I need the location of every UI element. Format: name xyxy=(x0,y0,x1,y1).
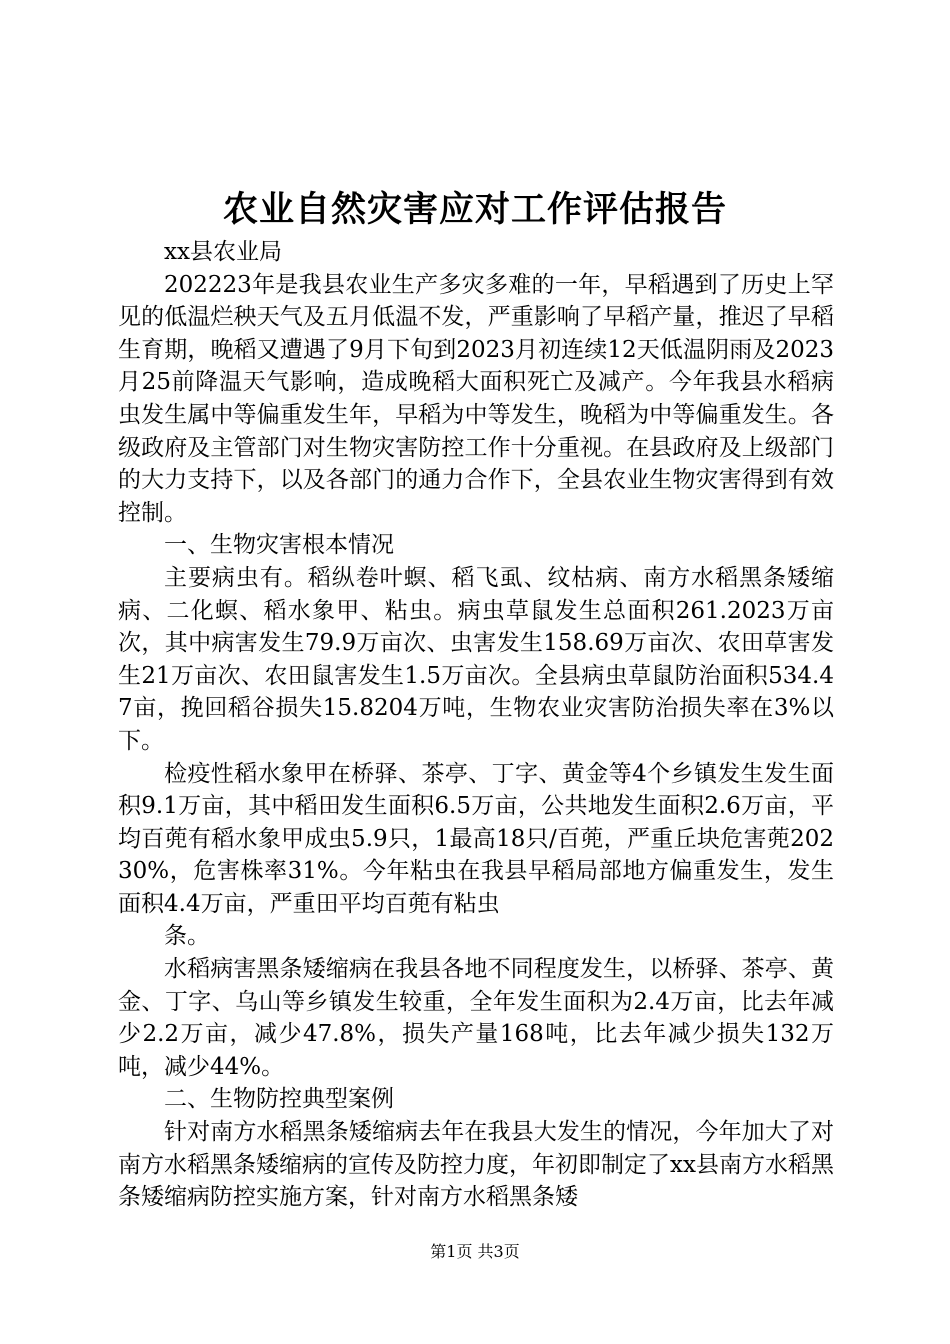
paragraph: 水稻病害黑条矮缩病在我县各地不同程度发生，以桥驿、茶亭、黄金、丁字、乌山等乡镇发生较重，全年发生面积为2.4万亩，比去年减少2.2万亩，减少47.8%，损失产量168吨，比去年减少损失132万吨，减少44%。 xyxy=(118,956,834,1080)
paragraph: 针对南方水稻黑条矮缩病去年在我县大发生的情况，今年加大了对南方水稻黑条矮缩病的宣传及防控力度，年初即制定了xx县南方水稻黑条矮缩病防控实施方案，针对南方水稻黑条矮 xyxy=(118,1119,834,1211)
page-footer: 第1页 共3页 xyxy=(430,1242,520,1261)
paragraph: 主要病虫有。稻纵卷叶螟、稻飞虱、纹枯病、南方水稻黑条矮缩病、二化螟、稻水象甲、粘虫。病虫草鼠发生总面积261.2023万亩次，其中病害发生79.9万亩次、虫害发生158.69万亩次、农田草害发生21万亩次、农田鼠害发生1.5万亩次。全县病虫草鼠防治面积534.47亩，挽回稻谷损失15.8204万吨，生物农业灾害防治损失率在3%以下。 xyxy=(118,564,834,754)
paragraph: 条。 xyxy=(164,923,210,950)
document-body xyxy=(118,236,834,1214)
paragraph: 检疫性稻水象甲在桥驿、茶亭、丁字、黄金等4个乡镇发生发生面积9.1万亩，其中稻田发生面积6.5万亩，公共地发生面积2.6万亩，平均百蔸有稻水象甲成虫5.9只，1最高18只/百蔸，严重丘块危害蔸20230%，危害株率31%。今年粘虫在我县早稻局部地方偏重发生，发生面积4.4万亩，严重田平均百蔸有粘虫 xyxy=(118,760,834,917)
section-heading: 二、生物防控典型案例 xyxy=(164,1086,394,1113)
paragraph: 202223年是我县农业生产多灾多难的一年，早稻遇到了历史上罕见的低温烂秧天气及五月低温不发，严重影响了早稻产量，推迟了早稻生育期，晚稻又遭遇了9月下旬到2023月初连续12天低温阴雨及2023月25前降温天气影响，造成晚稻大面积死亡及减产。今年我县水稻病虫发生属中等偏重发生年，早稻为中等发生，晚稻为中等偏重发生。各级政府及主管部门对生物灾害防控工作十分重视。在县政府及上级部门的大力支持下，以及各部门的通力合作下，全县农业生物灾害得到有效控制。 xyxy=(118,271,834,526)
document-title: 农业自然灾害应对工作评估报告 xyxy=(222,189,727,230)
author-line: xx县农业局 xyxy=(164,239,282,265)
section-heading: 一、生物灾害根本情况 xyxy=(164,532,394,559)
